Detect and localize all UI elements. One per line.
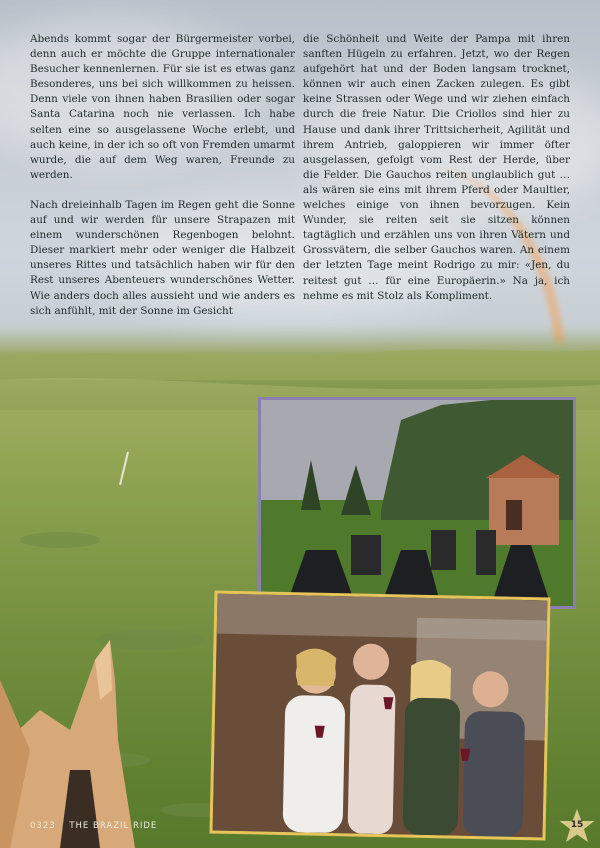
horse-head (0, 620, 140, 848)
article-column-right (303, 32, 570, 319)
paragraph: die Schönheit und Weite der Pampa mit ihren sanften Hügeln zu erfahren. Jetzt, wo der Regen aufgehört hat und der Boden langsam trocknet, können wir auch einen Zacken zulegen. Es gibt keine Strassen oder Wege und wir ziehen einfach durch die freie Natur. Die Criollos sind hier zu Hause und dank ihrer Trittsicherheit, Agilität und ihrem Antrieb, galoppieren wir immer öfter ausgelassen, gefolgt vom Rest der Herde, über die Felder. Die Gauchos reiten unglaublich gut … als wären sie eins mit ihrem Pferd oder Maultier, welches einige von ihnen bevorzugen. Kein Wunder, sie reiten seit sie sitzen können tagtäglich und erzählen uns von ihren Vätern und Grossvätern, die selber Gauchos waren. An einem der letzten Tage meint Rodrigo zu mir: «Jen, du reitest gut … für eine Europäerin.» Na ja, ich nehme es mit Stolz als Kompliment. (303, 33, 570, 302)
paragraph: Nach dreieinhalb Tagen im Regen geht die Sonne auf und wir werden für unsere Strapazen mit einem wunderschönen Regenbogen belohnt. Dieser markiert mehr oder weniger die Halbzeit unseres Rittes und tatsächlich haben wir für den Rest unseres Abenteuers wunderschönes Wetter. Wie anders doch alles aussieht und wie anders es sich anfühlt, mit der Sonne im Gesicht (30, 198, 295, 317)
issue-number: 0323 (30, 821, 56, 831)
riders-photo (258, 397, 576, 609)
footer-label (30, 821, 157, 831)
group-photo (209, 591, 550, 841)
paragraph: Abends kommt sogar der Bürgermeister vorbei, denn auch er möchte die Gruppe internationaler Besucher kennenlernen. Für sie ist es etwas ganz Besonderes, uns bei sich willkommen zu heissen. Denn viele von ihnen haben Brasilien oder sogar Santa Catarina noch nie verlassen. Ich habe selten eine so ausgelassene Woche erlebt, und auch keine, in der ich so oft von Fremden umarmt wurde, die auf dem Weg waren, Freunde zu werden. (30, 33, 295, 181)
section-name: THE BRAZIL RIDE (69, 821, 158, 831)
article-column-left (30, 32, 295, 334)
group-photo-illustration (213, 594, 548, 838)
riders-photo-illustration (261, 400, 573, 606)
page-number: 15 (570, 820, 584, 830)
